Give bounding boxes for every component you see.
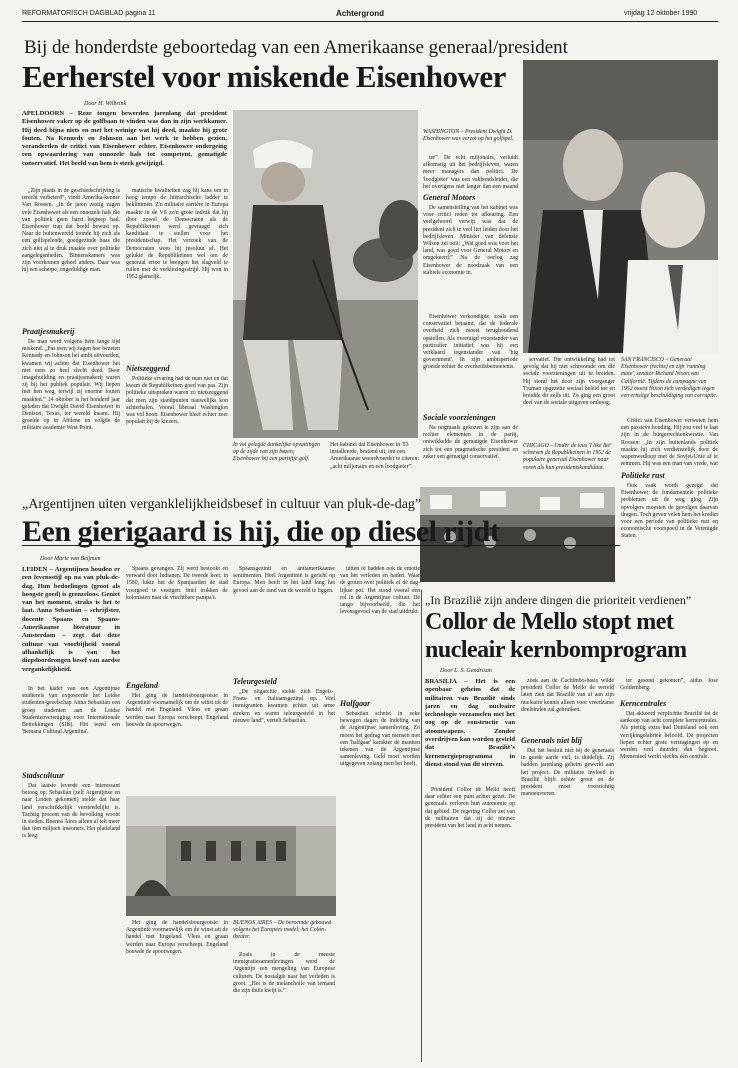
argentina-column-3: Spaansgezind en antiamerikaanse sentimenten. Heel Argentinië is gericht op Europa. Men heeft in het land lang het gevoel aan de rand van de wereld te liggen. [233,566,335,594]
argentina-subhead-teleurgesteld: Teleurgesteld [233,677,277,686]
eisenhower-column-5: Critici van Eisenhower verweten hem een passieve houding. Hij zou veel te laat zijn in de burgerrechtenkwestie. Van Roosen: „In zijn buitenlands politiek maakte hij zich verdienstelijk door de wapenwedloop met de Sovjet-Unie af te remmen. Hij was een man van vrede, wat [621,418,718,468]
brazil-byline: Door L. S. Gendrisan [440,668,492,674]
eisenhower-golf-photo [233,110,418,438]
brazil-column-3: ter gesond gekomen”, aldus José Goldemberg. [620,678,718,692]
eisenhower-column-1: „Zijn plaats in de geschiedschrijving is terecht verbeterd”, vindt Amerika-kenner Van Roosen. „In de jaren zestig zagen vele Eisenhower als een onnozele hals die van politiek geen barst begreep had. Eisenhower trap dat beeld bewust op. Naar de buitenwereld toonde hij zich als een golfspelende, goedgezinde baas die zich niet al te druk maakte over politieke aangelegenheden. Binnenskamers was zijn voorkomen geheel anders. Daar was hij een scherpe, ongeduldige man. [22,188,120,274]
chicago-caption: CHICAGO – Onder de leus 'I like Ike' schreven de Republikeinen in 1952 de populaire generaal Eisenhower naar voren als hun presidentskandidaat. [523,443,612,471]
eisenhower-subhead-politieke-rust: Politieke rust [621,471,665,480]
header-date: vrijdag 12 oktober 1990 [624,10,698,17]
argentina-subhead-stadscultuur: Stadscultuur [22,771,65,780]
golf-photo-caption-left: In vol gelegde dankelijke opvattingen op de zijde van zijn bazen; Eisenhower bij een partijtje golf. [233,442,320,463]
argentina-column-1: In het kader van een Argentijnse studiereis van exposeerde het Leidse studenten-gezelschap Anna Sebastián een groep studenten aan de Leidse Studentenvereniging voor Internationale Betrekkingen (SIB). Het werd een 'Semana Cultural Argentina'. [22,686,120,736]
eisenhower-kicker: Bij de honderdste geboortedag van een Amerikaanse generaal/president [24,37,568,58]
argentina-column-2: Spaans gevangen. Zij werd bestookt en verward door Indianen. De tweede keer, in 1580, lukte het de Spanjaarden de stad voorgoed te vestigen. Snel trokken de kolonisten naar de vruchtbare pampa's. [126,566,228,601]
eisenhower-byline: Door H. Wilbrink [84,101,127,107]
eisenhower-column-1b: De man werd volgens hem lange tijd miskend. „Pas toen wij zagen hoe bezeten Kennedy en Johnson het ambt uitvoerden, kwamen wij achter dat Eisenhower het niet eens zo heel slecht deed. Door imagebuilding en praatjesmakerij waren zij bij het publiek populair. Wij liepen met hen weg, terwijl zij enorme fouten maakten.” 14 oktober is het honderd jaar geleden dat Dwight David Eisenhower in Denison, Texas, ter wereld kwam. Hij groeide op in Abilene en volgde de militaire academie West Point. [22,339,120,432]
argentina-headline: Een gierigaard is hij, die op diesel rijdt [22,515,500,548]
argentina-column-1b: Dat laatste leverde een interessant betoog op. Sebastián (zelf Argentijnse en naar Leiden gekomen) stelde dat haar land verschrikkelijk versteedelijkt is. Tachtig procent van de bevolking woont in steden. Buenos Aires alleen al telt meer dan tien miljoen inwoners. Het platteland is leeg. [22,783,120,840]
eisenhower-column-3c: Eisenhower verkondigde, zoals een conservatief betaamt, dat de federale overheid zich moest terughoudend opstellen. Als overtuigd voorstander van particulier initiatief was hij een verklaard tegenstander van 'big government'. In zijn ambtsperiode groeide echter de overheidsbemoeienis. [423,314,518,371]
buenos-aires-theatre-photo [126,796,336,916]
argentina-subhead-engeland: Engeland [126,681,159,690]
brazil-headline-line2: nucleair kernbomprogram [425,637,687,663]
buenos-aires-caption: BUENOS AIRES – De beroemde gebouwd volgens het Europees model: het Colón-theater. [233,920,332,941]
eisenhower-subhead-sociale: Sociale voorzieningen [423,413,496,422]
argentina-subhead-halfgaar: Halfgaar [340,699,371,708]
eisenhower-column-2: matische kwaliteiten zag hij kans om in hoog tempo de hiërarchische ladder te beklimmen. Z'n militaire carrière in Europa maakte in de VS zo'n grote indruk dat hij door zowel de Democraten als de Republikeinen werd gevraagd zich kandidaat te stellen voor het presidentschap. Het verzoek van de Democraten wees hij resoluut af. Het gelukte de Republikeinen wel om de generaal ertoe te brengen het slagveld te ruilen met de verkiezingsstrijd. Hij won in 1952 glansrijk. [126,188,228,281]
argentina-lead: LEIDEN – Argentijnen houden er een levensstijl op na van pluk-de-dag. Hun bedoelingen (groot als hoogste goed) is grenzeloos. Geniet van het moment, straks is het te laat. Anna Sebastián – schrijfster, docente Spaans en Spaans-Amerikaanse literatuur in Amsterdam – zegt dat deze cultuur van voorbijheid vooral afhankelijk is van het diepdoordrongen besef van aardse vergankelijkheid. [22,566,120,673]
header-paper-name: REFORMATORISCH DAGBLAD pagina 11 [22,10,156,17]
brazil-column-2: zoek aan de Cachimbo-basis wilde president Collor de Mello de wereld laten zien dat Brazilië van af aan zijn nucleaire kennis alleen voor vreedzame doeleinden zal gebruiken. [521,678,614,713]
cabinet-caption: Het kabinet dat Eisenhower in '53 installeerde, bestond uit, om een Amerikaanse woordvoerder te citeren: „acht miljonairs en een loodgieter”. [330,442,420,470]
argentina-column-3b: „De oligarchie stelde zich Engels-, Frans- en Italiaansgezind op. Veel immigranten kwamen echter uit arme streken en waren teleurgesteld in het nieuwe land”, vertelt Sebastián. [233,689,335,724]
eisenhower-nixon-photo [523,60,718,353]
brazil-subhead-generaals: Generaals niet blij [521,736,582,745]
eisenhower-column-4: servatief. Die ontwikkeling had tot gevolg dat hij niet schroomde om die sociale voorzieningen uit te breiden. Hij stond het door zijn voorganger Truman opgezette sociaal beleid toe en breidde dit zelfs uit. Zo ging een groot deel van de sociale uitgaven omhoog. [523,357,615,407]
argentina-column-5: Zoals in de meeste immigratiesamenlevingen werd de Argentijn een mengeling van Europese culturen. De nostalgie naar het verleden is groot. „Het is de melancholie van iemand die zijn thuis kwijt is.” [233,952,335,995]
column-rule [421,590,422,1062]
brazil-lead: BRASILIA – Het is een openbaar geheim dat de militairen van Brazilië sinds jaren en dag nucleaire technologie verzamelen met het oog op de constructie van atoomwapens. Zonder overdrijven kan worden gesteld dat Brazilië's kernenergieprogramma in dienst stond van dit streven. [425,678,515,768]
brazil-headline-line1: Collor de Mello stopt met [425,609,674,635]
argentina-column-4: uitten of hadden ook de emotie van het verleden en haden. Waar de groten over politiek of de dag-lijkse pot. Het stond vooral een rol in de Argentijnse cultuur. De tango bijvoorbeeld, die het levensgevoel van de stad uitdrukt. [340,566,420,616]
brazil-column-1: President Collor de Mello heeft daar echter een punt achter gezet. De generaals verloren hun autonomie op dat gebied. De regering Collor zet van de militairen dat zij de nieuwe president van het land in acht nemen. [425,787,515,830]
eisenhower-column-3d: Na nogmaals gekozen te zijn aan de rechter elementen in de partij, ontwikkelde de gematigde Eisenhower zich tot een pragmatische president en zeker een gematigd conservatief. [423,425,518,460]
brazil-column-2b: Dat het besluit niet bij de generaals in goede aarde viel, is duidelijk. Zij hadden jarenlang geheim gewerkt aan het project. De militaire invloed in Brazilië blijft echter groot en de president moet voorzichtig manoeuvreren. [521,748,614,798]
eisenhower-column-3: ter”. De echt miljonairs, verluidt afkomstig uit het bedrijfsleven, waren meer managers dan politici. De 'loodgieter' was een vakbondsleider, die het overigens niet langer dan een maand [423,155,518,190]
eisenhower-column-3b: De samenstelling van het kabinet was voor critici reden tot afkeuring. Een veelgehoord verwijt was dat de president zich te veel liet leiden door het bedrijfsleven. Minister van defensie Wilson zei ooit: „Wat goed was voor het land, was goed voor General Motors en omgekeerd.” Na de oorlog zag Eisenhower de noodzaak van een stabiele economie in. [423,205,518,276]
header-rule [22,21,718,22]
san-francisco-caption: SAN FRANCISCO – Generaal Eisenhower (rechts) en zijn 'running mate', senator Richard Nixon van Californië. Tijdens de campagne van 1952 moest Nixon zich verdedigen tegen een ernstige beschuldiging van corruptie. [621,357,718,400]
eisenhower-column-5b: Ook vaak wordt gezegd dat Eisenhower de fundamentele politieke problemen uit de weg ging. Zijn opvolgers moesten de gevolgen daarvan dragen. Toch geven velen hem het krediet voor een periode van politieke rust en economische voorspoed in de Verenigde Staten. [621,483,718,540]
argentina-kicker: „Argentijnen uiten verganklelijkheidsbesef in cultuur van pluk-de-dag” [22,497,422,512]
eisenhower-column-2b: Politieke ervaring had de man niet en dat kwam de Republikeinen goed van pas. Zijn politieke uitspraken waren zo nietszeggend dat men zijn standpunten nauwelijks kon achterhalen. Vooral liberaal Washington was vol hoon. Eisenhower bleef echter zeer populair bij de kiezers. [126,376,228,426]
argentina-column-4b: Sebastián schetst in zeke bewogen dagen de indeling van de Argentijnse samenleving. Zo moest het gedrag van mensen met een 'halfgaar' karakter de mannen tekenen van de Argentijnse samenleving. Geld moet worden uitgegeven zolang men het heeft. [340,711,420,768]
argentina-column-2b: Het ging de handelsbourgeoisie in Argentinië voornamelijk om de winst uit de handel met Engeland. Vlees en graan werden naar Europa verscheept. Engeland bouwde de spoorwegen. [126,693,228,728]
brazil-column-3b: Dat akkoord verplichtte Brazilië tot de aankoop van acht complete kerncentrales. Als prettig extra had Duitsland ook een verrijkingsfabriek beloofd. De projecten liepen echter grote vertragingen op en werden veel duurder dan begroot. Momenteel werkt slechts één centrale. [620,711,718,761]
eisenhower-subhead-general-motors: General Motors [423,193,476,202]
eisenhower-lead: APELDOORN – Roze tongen bewerden jarenlang dat president Eisenhower vaker op de golfbaan te vinden was dan in zijn werkkamer. Hij deed bijna niets en met het weinige wat hij deed, maakte hij grote fouten. Na Kennedy en Johnson aan het werk te hebben gezien, veranderden de critici van Eisenhower echter. Eisenhower ondergeing een opwaardering van onnozele hals tot competent, gematigde conservatief. Het beeld van hem is sterk gewijzigd. [22,110,227,167]
argentina-byline: Door Marie van Beijnum [40,556,101,562]
brazil-subhead-kerncentrales: Kerncentrales [620,699,667,708]
eisenhower-subhead-nietszeggend: Nietszeggend [126,364,170,373]
eisenhower-headline: Eerherstel voor miskende Eisenhower [22,59,506,94]
brazil-kicker: „In Brazilië zijn andere dingen die prioriteit verdienen” [425,593,692,607]
eisenhower-subhead-praatjesmakerij: Praatjesmakerij [22,327,75,336]
header-section: Achtergrond [336,9,384,18]
washington-caption: WASHINGTON – President Dwight D. Eisenhower was verzot op het golfspel. [423,129,514,143]
argentina-column-2c: Het ging de handelsbourgeoisie in Argentinië voornamelijk om de winst uit de handel met Engeland. Vlees en graan werden naar Europa verscheept. Engeland bouwde de spoorwegen. [126,920,228,955]
